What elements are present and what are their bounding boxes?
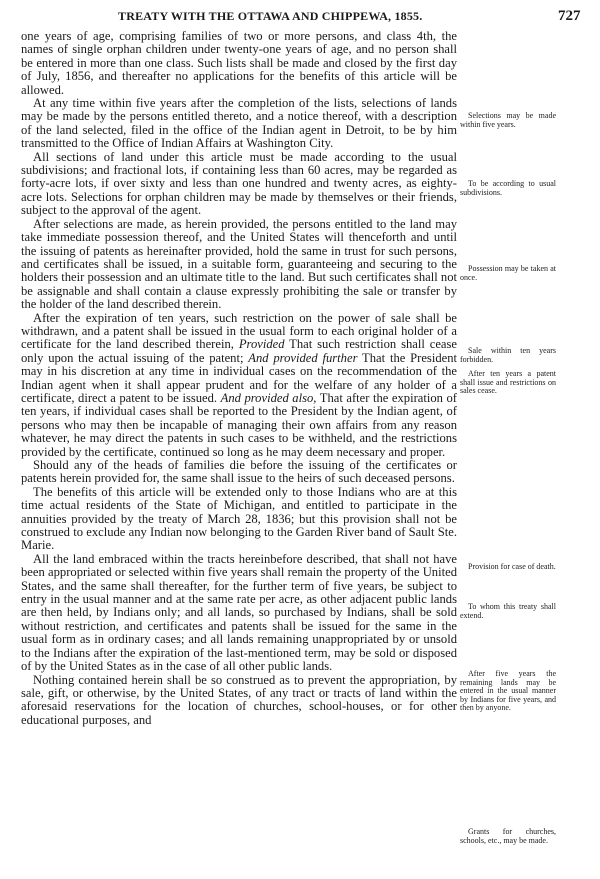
running-head: TREATY WITH THE OTTAWA AND CHIPPEWA, 1855. [118, 9, 423, 23]
paragraph [21, 312, 457, 459]
margin-note: To be according to usual subdivisions. [460, 179, 556, 197]
margin-note: Provision for case of death. [468, 562, 556, 571]
paragraph: one years of age, comprising families of two or more persons, and class 4th, the names of single orphan children under twenty-one years of age, and no person shall be entered in more than one class. Such lists shall be made and closed by the first day of July, 1856, and thereafter no applications for the benefits of this article will be allowed. [21, 29, 457, 97]
page-header [0, 8, 600, 28]
paragraph: The benefits of this article will be extended only to those Indians who are at this time actual residents of the State of Michigan, and entitled to participate in the annuities provided by the treaty of March 28, 1836; but this provision shall not be construed to exclude any Indian now belonging to the Garden River band of Sault Ste. Marie. [21, 484, 457, 553]
text-run: That the President may in his discretion at any time in individual cases on the recommendation of the Indian agent when it shall appear prudent and for the welfare of any holder of a certificate, direct a patent to be issued. [21, 350, 457, 405]
paragraph: At any time within five years after the completion of the lists, selections of lands may be made by the persons entitled thereto, and a notice thereof, with a description of the land selected, filed in the office of the Indian agent in Detroit, to be by him transmitted to the Office of Indian Affairs at Washington City. [21, 96, 457, 151]
paragraph: All the land embraced within the tracts hereinbefore described, that shall not have been appropriated or selected within five years shall remain the property of the United States, and the same shall thereafter, for the further term of five years, be subject to entry in the usual manner and at the same rate per acre, as other adjacent public lands are then held, by Indians only; and all lands, so purchased by Indians, shall be sold without restriction, and certificates and patents shall be issued for the same in the usual form as in ordinary cases; and all lands remaining unappropriated by or unsold to the Indians after the expiration of the last-mentioned term, may be sold or disposed of by the United States as in the case of all other public lands. [21, 551, 457, 674]
margin-note: Sale within ten years forbidden. [460, 346, 556, 364]
proviso-label: And provided also, [220, 390, 317, 405]
page-number: 727 [558, 8, 581, 24]
text-run: That after the expiration of ten years, if individual cases shall be reported to the President by the Indian agent, of persons who may then be incapable of managing their own affairs from any reason whatever, he may direct the patents in such cases to be withheld, and the restrictions provided by the certificate, continued so long as he may deem necessary and proper. [21, 390, 457, 459]
text-run: That such restriction shall cease only upon the actual issuing of the patent; [21, 337, 458, 365]
body-text [21, 30, 457, 727]
margin-note: Possession may be taken at once. [460, 264, 556, 282]
margin-note: To whom this treaty shall extend. [460, 602, 556, 620]
proviso-label: Provided [238, 337, 285, 352]
paragraph: Nothing contained herein shall be so construed as to prevent the appropriation, by sale, gift, or otherwise, by the United States, of any tract or tracts of land within the aforesaid reservations for the location of churches, school-houses, or for other educational purposes, and [21, 672, 457, 727]
paragraph: All sections of land under this article must be made according to the usual subdivisions; and fractional lots, if containing less than 60 acres, may be regarded as forty-acre lots, if over sixty and less than one hundred and twenty acres, as eighty-acre lots. Selections for orphan children may be made by themselves or their friends, subject to the approval of the agent. [21, 149, 457, 218]
margin-note: Grants for churches, schools, etc., may be made. [460, 827, 556, 845]
text-run: After the expiration of ten years, such restriction on the power of sale shall be withdrawn, and a patent shall be issued in the usual form to each original holder of a certificate for the land described therein, [21, 310, 457, 352]
margin-note: After ten years a patent shall issue and restrictions on sales cease. [460, 369, 556, 396]
margin-note: Selections may be made within five years. [460, 111, 556, 129]
paragraph: Should any of the heads of families die before the issuing of the certificates or patents herein provided for, the same shall issue to the heirs of such deceased persons. [21, 458, 457, 486]
margin-note: After five years the remaining lands may be entered in the usual manner by Indians for five years, and then by anyone. [460, 669, 556, 713]
paragraph: After selections are made, as herein provided, the persons entitled to the land may take immediate possession thereof, and the United States will thenceforth and until the issuing of patents as hereinafter provided, hold the same in trust for such persons, and certificates shall be issued, in a suitable form, guaranteeing and securing to the holders their possession and an ultimate title to the land. But such certificates shall not be assignable and shall contain a clause expressly prohibiting the sale or transfer by the holder of the land described therein. [21, 216, 457, 312]
proviso-label: And provided further [248, 350, 358, 365]
